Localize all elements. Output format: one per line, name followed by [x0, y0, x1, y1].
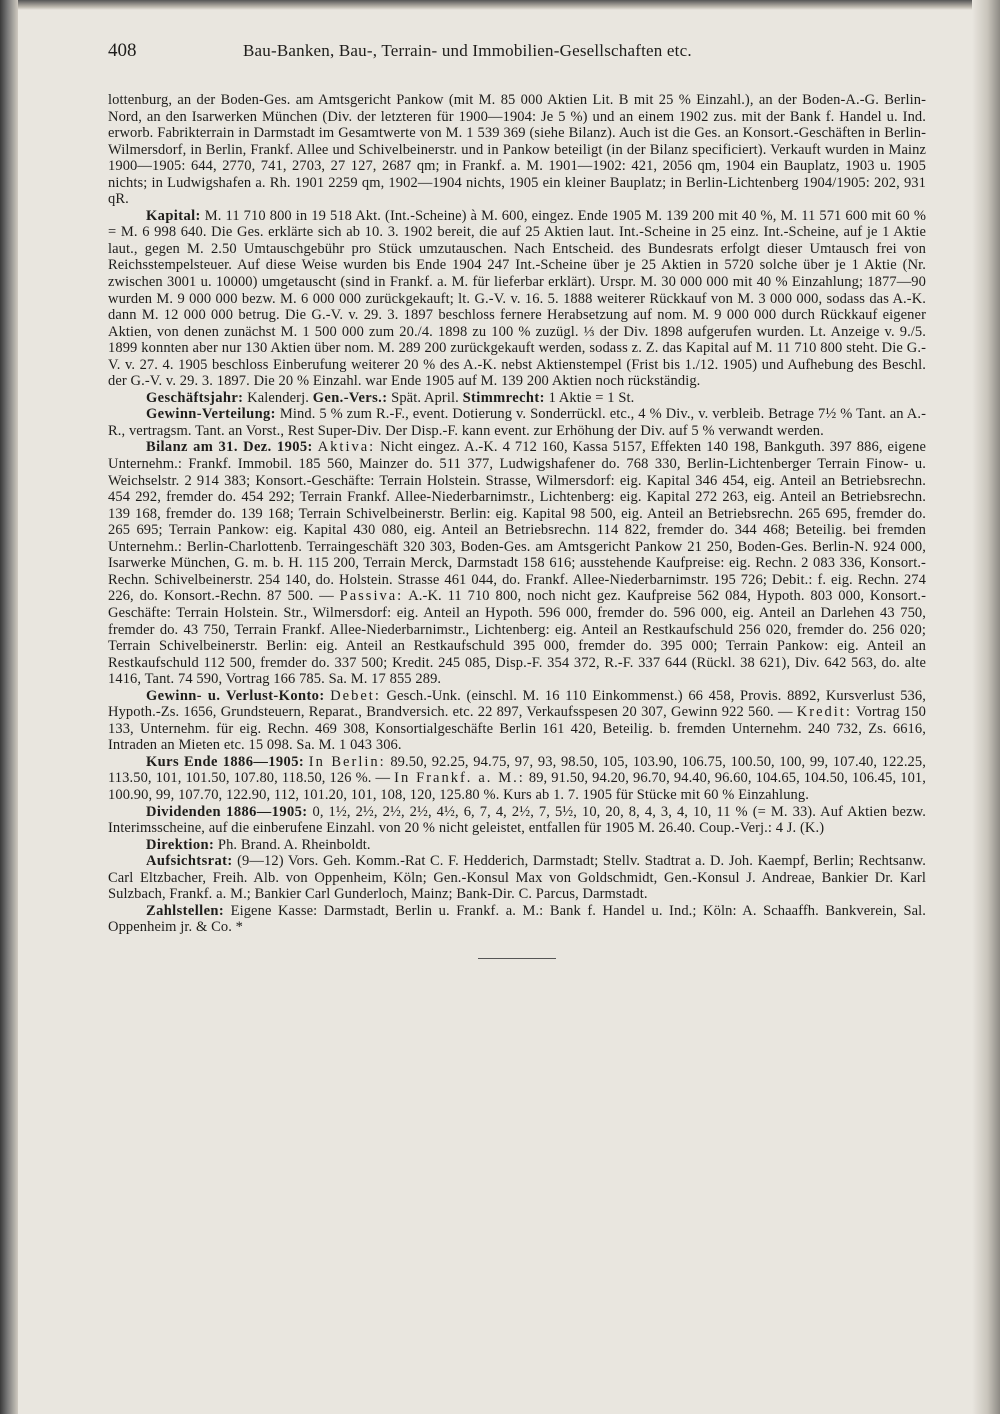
section-label: Dividenden 1886—1905:	[146, 803, 308, 820]
section-label: Kurs Ende 1886—1905:	[146, 753, 305, 770]
section-bilanz	[108, 439, 926, 687]
debet-text: Gesch.-Unk. (einschl. M. 16 110 Einkommenst.) 66 458, Provis. 8892, Kursverlust 536, Hypoth.-Zs. 1656, Grundsteuern, Reparat., Brandversich. etc. 22 897, Verkaufsspesen 20 307, Gewinn 922 560. —	[108, 687, 926, 721]
section-direktion	[108, 837, 926, 854]
section-gewinn-verlust	[108, 688, 926, 754]
section-dividenden	[108, 804, 926, 837]
section-text-gen-vers: Spät. April.	[391, 389, 459, 406]
page-number: 408	[108, 40, 137, 61]
section-text: Ph. Brand. A. Rheinboldt.	[217, 836, 371, 853]
aktiva-label: Aktiva:	[317, 439, 376, 456]
section-label-gen-vers: Gen.-Vers.:	[312, 389, 388, 406]
section-text: Mind. 5 % zum R.-F., event. Dotierung v. Sonderrückl. etc., 4 % Div., v. verbleib. Betrage 7½ % Tant. an A.-R., vertragsm. Tant. an Vorst., Rest Super-Div. Der Disp.-F. kann event. zur Erhöhung der Div. auf 5 % verwandt werden.	[108, 406, 926, 439]
section-text: Eigene Kasse: Darmstadt, Berlin u. Frankf. a. M.: Bank f. Handel u. Ind.; Köln: A. Schaaffh. Bankverein, Sal. Oppenheim jr. & Co. *	[108, 902, 926, 936]
kurs-berlin-text: 89.50, 92.25, 94.75, 97, 93, 98.50, 105, 103.90, 106.75, 100.50, 100, 99, 107.40, 122.25, 113.50, 101, 101.50, 107.80, 118.50, 126 %. —	[108, 753, 926, 787]
section-text: Kalenderj.	[247, 389, 309, 406]
running-title: Bau-Banken, Bau-, Terrain- und Immobilien-Gesellschaften etc.	[243, 41, 692, 60]
passiva-label: Passiva:	[339, 588, 404, 605]
kurs-frankfurt-label: In Frankf. a. M.:	[394, 770, 525, 787]
section-kurs	[108, 754, 926, 804]
scan-edge-top	[0, 0, 1000, 10]
section-label-stimmrecht: Stimmrecht:	[462, 389, 545, 406]
section-aufsichtsrat	[108, 853, 926, 903]
section-label: Gewinn-Verteilung:	[146, 406, 276, 423]
end-divider	[478, 958, 556, 959]
section-label: Direktion:	[146, 836, 215, 853]
section-zahlstellen	[108, 903, 926, 936]
document-page	[108, 40, 926, 959]
section-label: Aufsichtsrat:	[146, 853, 233, 870]
section-label: Gewinn- u. Verlust-Konto:	[146, 687, 325, 704]
section-gewinn-verteilung	[108, 406, 926, 439]
section-label: Geschäftsjahr:	[146, 389, 244, 406]
body-text	[108, 92, 926, 936]
section-label: Kapital:	[146, 207, 201, 224]
kredit-text: Vortrag 150 133, Unternehm. für eig. Rechn. 469 308, Konsortialgeschäfte Berlin 161 420, Beteilig. b. fremden Unternehm. 240 732, Zs. 6616, Intraden an Mieten etc. 15 098. Sa. M. 1 043 306.	[108, 704, 927, 754]
scan-edge-right	[972, 0, 1000, 1414]
intro-paragraph: lottenburg, an der Boden-Ges. am Amtsgericht Pankow (mit M. 85 000 Aktien Lit. B mit 25 % Einzahl.), an der Boden-A.-G. Berlin-Nord, an den Isarwerken München (Div. der letzteren für 1900—1904: Je 5 %) und an einem 1902 zus. mit der Bank f. Handel u. Ind. erworb. Fabrikterrain in Darmstadt im Gesamtwerte von M. 1 539 369 (siehe Bilanz). Auch ist die Ges. an Konsort.-Geschäften in Berlin-Wilmersdorf, in Berlin, Frankf. Allee und Schivelbeinerstr. und in Pankow beteiligt (in der Bilanz specificiert). Verkauft wurden in Mainz 1900—1905: 644, 2770, 741, 2703, 27 127, 2687 qm; in Frankf. a. M. 1901—1902: 421, 2056 qm, 1904 ein Bauplatz, 1903 u. 1905 nichts; in Ludwigshafen a. Rh. 1901 2259 qm, 1902—1904 nichts, 1905 ein kleiner Bauplatz; in Berlin-Lichtenberg 1904/1905: 202, 931 qR.	[108, 92, 926, 208]
section-label: Zahlstellen:	[146, 902, 225, 919]
passiva-text: A.-K. 11 710 800, noch nicht gez. Kaufpreise 562 084, Hypoth. 803 000, Konsort.-Geschäfte: Terrain Holstein. Str., Wilmersdorf: eig. Anteil an Hypoth. 596 000, fremder do. 596 000, eig. Anteil an Darlehen 43 750, fremder do. 43 750, Terrain Frankf. Allee-Niederbarnimstr., Lichtenberg: eig. Anteil an Restkaufschuld 256 020, fremder do. 256 020; Terrain Schivelbeinerstr. Berlin: eig. Anteil an Restkaufschuld 395 000, fremder do. 395 000; Terrain Pankow: eig. Anteil an Restkaufschuld 112 500, fremder do. 337 500; Kredit. 245 085, Disp.-F. 354 372, R.-F. 337 644 (Rückl. 38 621), Div. 642 563, do. alte 1416, Tant. 74 590, Vortrag 166 785. Sa. M. 17 855 289.	[108, 588, 926, 688]
kurs-berlin-label: In Berlin:	[308, 753, 386, 770]
section-label: Bilanz am 31. Dez. 1905:	[146, 439, 313, 456]
kredit-label: Kredit:	[796, 704, 852, 721]
page-header	[108, 40, 926, 62]
section-text: 0, 1½, 2½, 2½, 2½, 4½, 6, 7, 4, 2½, 7, 5½, 10, 20, 8, 4, 3, 4, 10, 11 % (= M. 33). Auf Aktien bezw. Interimsscheine, auf die einberufene Einzahl. von 20 % nicht geleistet, entfallen für 1905 M. 26.40. Coup.-Verj.: 4 J. (K.)	[108, 803, 926, 837]
section-text: (9—12) Vors. Geh. Komm.-Rat C. F. Hedderich, Darmstadt; Stellv. Stadtrat a. D. Joh. Kaempf, Berlin; Rechtsanw. Carl Eltzbacher, Freih. Alb. von Oppenheim, Köln; Gen.-Konsul Max von Goldschmidt, Gen.-Konsul J. Andreae, Bankier Dr. Karl Sulzbach, Frankf. a. M.; Bankier Carl Gunderloch, Mainz; Bank-Dir. C. Parcus, Darmstadt.	[108, 853, 926, 903]
section-kapital	[108, 208, 926, 390]
aktiva-text: Nicht eingez. A.-K. 4 712 160, Kassa 5157, Effekten 140 198, Bankguth. 397 886, eigene Unternehm.: Frankf. Immobil. 185 560, Mainzer do. 511 377, Ludwigshafener do. 768 330, Berlin-Lichtenberger Terrain Finow- u. Weichselstr. 2 914 383; Konsort.-Geschäfte: Terrain Holstein. Strasse, Wilmersdorf: eig. Kapital 346 454, eig. Anteil an Betriebsrechn. 454 292, fremder do. 454 292; Terrain Frankf. Allee-Niederbarnimstr., Lichtenberg: eig. Kapital 272 263, eig. Anteil an Betriebsrechn. 139 168, fremder do. 139 168; Terrain Schivelbeinerstr. Berlin: eig. Kapital 98 500, eig. Anteil an Betriebsrechn. 265 695, fremder do. 265 695; Terrain Pankow: eig. Kapital 430 080, eig. Anteil an Betriebsrechn. 114 822, fremder do. 344 468; Beteilig. bei fremden Unternehm.: Berlin-Charlottenb. Terraingeschäft 320 303, Boden-Ges. am Amtsgericht Pankow 21 250, Boden-Ges. Berlin-N. 924 000, Isarwerke München, G. m. b. H. 115 200, Terrain Merck, Darmstadt 158 616; ausstehende Kaufpreise: eig. Rechn. 2 083 336, Konsort.-Rechn. Schivelbeinerstr. 254 140, do. Holstein. Strasse 461 044, do. Frankf. Allee-Niederbarnimstr. 195 726; Debit.: f. eig. Rechn. 274 226, do. Konsort.-Rechn. 87 500. —	[108, 439, 926, 605]
kurs-frankfurt-text: 89, 91.50, 94.20, 96.70, 94.40, 96.60, 104.65, 104.50, 106.45, 101, 100.90, 99, 107.70, 122.90, 112, 101.20, 101, 108, 120, 125.80 %. Kurs ab 1. 7. 1905 für Stücke mit 60 % Einzahlung.	[108, 770, 926, 803]
section-text: M. 11 710 800 in 19 518 Akt. (Int.-Scheine) à M. 600, eingez. Ende 1905 M. 139 200 mit 40 %, M. 11 571 600 mit 60 % = M. 6 998 640. Die Ges. erklärte sich ab 10. 3. 1902 bereit, die auf 25 Aktien laut. Int.-Scheine in 25 einz. Int.-Scheine, auf je 1 Aktie laut., gegen M. 2.50 Umtauschgebühr pro Stück umzutauschen. Nach Entscheid. des Bundesrats erfolgt dieser Umtausch frei von Reichsstempelsteuer. Auf diese Weise wurden bis Ende 1904 247 Int.-Scheine über je 25 Aktien in 5720 solche über je 1 Aktie (Nr. zwischen 3001 u. 10000) umgetauscht (sind in Frankf. a. M. für lieferbar erklärt). Urspr. M. 30 000 000 mit 40 % Einzahlung; 1877—90 wurden M. 9 000 000 bezw. M. 6 000 000 zurückgekauft; lt. G.-V. v. 16. 5. 1888 weiterer Rückkauf von M. 3 000 000, sodass das A.-K. dann M. 12 000 000 betrug. Die G.-V. v. 29. 3. 1897 beschloss fernere Herabsetzung auf nom. M. 9 000 000 durch Rückkauf eigener Aktien, von denen zunächst M. 1 500 000 zum 20./4. 1898 zu 100 % zuzügl. ⅓ der Div. 1898 aufgerufen wurden. Lt. Anzeige v. 9./5. 1899 konnten aber nur 130 Aktien über nom. M. 289 200 zurückgekauft werden, sodass z. Z. das Kapital auf M. 11 710 800 steht. Die G.-V. v. 27. 4. 1905 beschloss Einberufung weiterer 20 % des A.-K. nebst Aktienstempel (Frist bis 1./12. 1905) und Aufhebung des Beschl. der G.-V. v. 29. 3. 1897. Die 20 % Einzahl. war Ende 1905 auf M. 139 200 Aktien noch rückständig.	[108, 207, 926, 390]
section-geschaeftsjahr	[108, 390, 926, 407]
debet-label: Debet:	[330, 687, 381, 704]
scan-edge-left	[0, 0, 18, 1414]
section-text-stimmrecht: 1 Aktie = 1 St.	[548, 389, 635, 406]
